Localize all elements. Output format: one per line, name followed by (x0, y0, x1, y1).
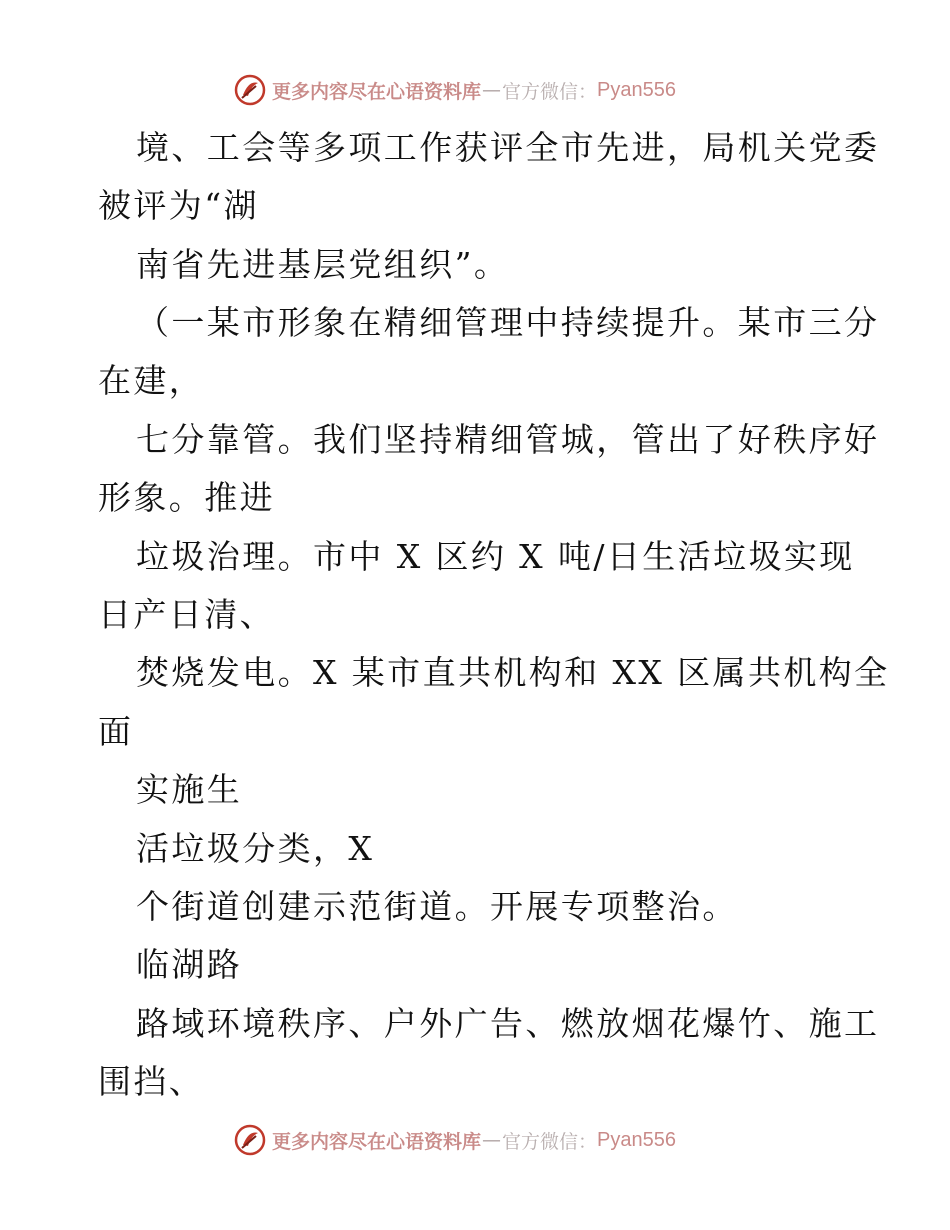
banner-separator: — (482, 79, 502, 101)
text-line: 日产日清、 (98, 595, 275, 634)
text-line: 南省先进基层党组织”。 (136, 245, 510, 284)
brand-logo-icon (234, 1124, 266, 1156)
text-line: 面 (98, 712, 134, 751)
text-line: 活垃圾分类，X (136, 829, 375, 868)
banner-wechat-id: Pyan556 (597, 1128, 676, 1151)
banner-separator: — (482, 1129, 502, 1151)
text-line: 围挡、 (98, 1062, 205, 1101)
banner-wechat-label: 官方微信： (502, 1130, 598, 1153)
text-line: 路域环境秩序、户外广告、燃放烟花爆竹、施工 (136, 1004, 880, 1043)
banner-site-name: 更多内容尽在心语资料库 (272, 1130, 482, 1153)
text-line: 垃圾治理。市中 X 区约 X 吨/日生活垃圾实现 (136, 537, 855, 576)
text-line: 在建， (98, 361, 205, 400)
banner-wechat-label: 官方微信： (502, 80, 598, 103)
footer-banner (234, 1123, 676, 1157)
text-line: 七分靠管。我们坚持精细管城，管出了好秩序好 (136, 420, 880, 459)
banner-wechat-id: Pyan556 (597, 78, 676, 101)
text-line: 境、工会等多项工作获评全市先进，局机关党委 (136, 128, 880, 167)
text-line: 焚烧发电。X 某市直共机构和 XX 区属共机构全 (136, 653, 890, 692)
text-line: 实施生 (136, 770, 243, 809)
banner-site-name: 更多内容尽在心语资料库 (272, 80, 482, 103)
text-line: 临湖路 (136, 945, 243, 984)
text-line: 被评为“湖 (98, 186, 259, 225)
text-line: 个街道创建示范街道。开展专项整治。 (136, 887, 738, 926)
text-line: 形象。推进 (98, 478, 275, 517)
text-line: （一某市形象在精细管理中持续提升。某市三分 (136, 303, 880, 342)
